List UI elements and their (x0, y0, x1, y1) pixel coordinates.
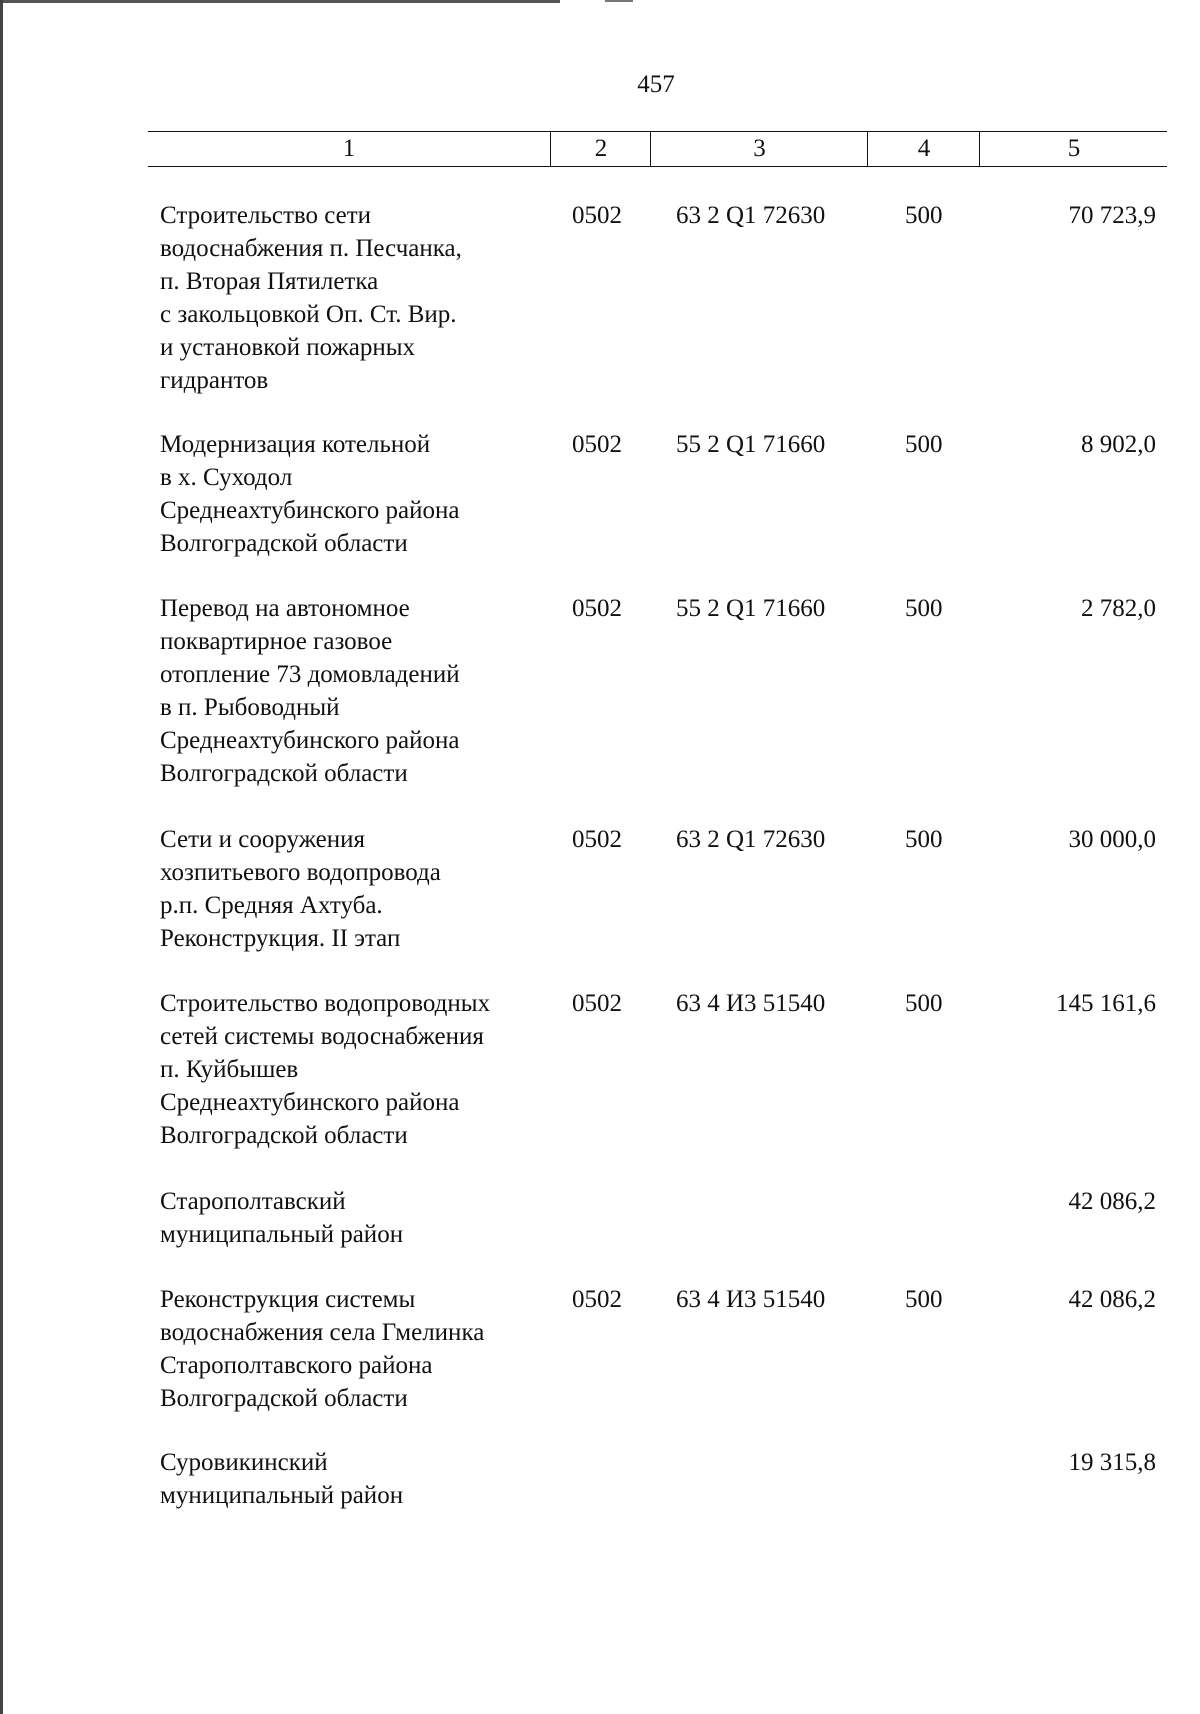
row-name: Старополтавский муниципальный район (160, 1188, 404, 1248)
row-sum: 70 723,9 (1068, 202, 1156, 229)
row-target-code: 63 4 И3 51540 (676, 1286, 826, 1313)
row-sum: 42 086,2 (1068, 1188, 1156, 1215)
row-sum: 30 000,0 (1068, 826, 1156, 853)
row-name: Перевод на автономное поквартирное газовое отопление 73 домовладений в п. Рыбоводный Среднеахтубинского района Волгоградской области (160, 595, 460, 787)
header-col-3: 3 (650, 132, 868, 166)
page-number: 457 (637, 71, 675, 98)
row-section: 0502 (572, 990, 622, 1017)
row-expense-type: 500 (905, 1286, 943, 1313)
row-sum: 2 782,0 (1081, 595, 1156, 622)
row-name: Строительство сети водоснабжения п. Песчанка, п. Вторая Пятилетка с закольцовкой Оп. Ст. Вир. и установкой пожарных гидрантов (160, 202, 462, 394)
header-col-1: 1 (342, 135, 356, 162)
row-expense-type: 500 (905, 826, 943, 853)
row-sum: 19 315,8 (1068, 1449, 1156, 1476)
row-section: 0502 (572, 826, 622, 853)
row-expense-type: 500 (905, 202, 943, 229)
row-section: 0502 (572, 202, 622, 229)
row-name: Строительство водопроводных сетей системы водоснабжения п. Куйбышев Среднеахтубинского района Волгоградской области (160, 990, 491, 1149)
row-name: Сети и сооружения хозпитьевого водопровода р.п. Средняя Ахтуба. Реконструкция. II этап (160, 826, 441, 952)
row-sum: 8 902,0 (1081, 431, 1156, 458)
row-target-code: 55 2 Q1 71660 (676, 595, 826, 622)
row-name: Реконструкция системы водоснабжения села Гмелинка Старополтавского района Волгоградской области (160, 1286, 485, 1412)
row-target-code: 63 2 Q1 72630 (676, 826, 826, 853)
row-expense-type: 500 (905, 431, 943, 458)
row-target-code: 63 4 И3 51540 (676, 990, 826, 1017)
row-section: 0502 (572, 1286, 622, 1313)
row-expense-type: 500 (905, 595, 943, 622)
row-name: Модернизация котельной в х. Суходол Среднеахтубинского района Волгоградской области (160, 431, 460, 557)
row-target-code: 55 2 Q1 71660 (676, 431, 826, 458)
row-name: Суровикинский муниципальный район (160, 1449, 404, 1509)
header-col-5: 5 (979, 132, 1168, 166)
row-sum: 42 086,2 (1068, 1286, 1156, 1313)
header-col-2: 2 (550, 132, 651, 166)
row-section: 0502 (572, 431, 622, 458)
row-expense-type: 500 (905, 990, 943, 1017)
row-sum: 145 161,6 (1056, 990, 1156, 1017)
row-section: 0502 (572, 595, 622, 622)
row-target-code: 63 2 Q1 72630 (676, 202, 826, 229)
header-col-4: 4 (867, 132, 980, 166)
